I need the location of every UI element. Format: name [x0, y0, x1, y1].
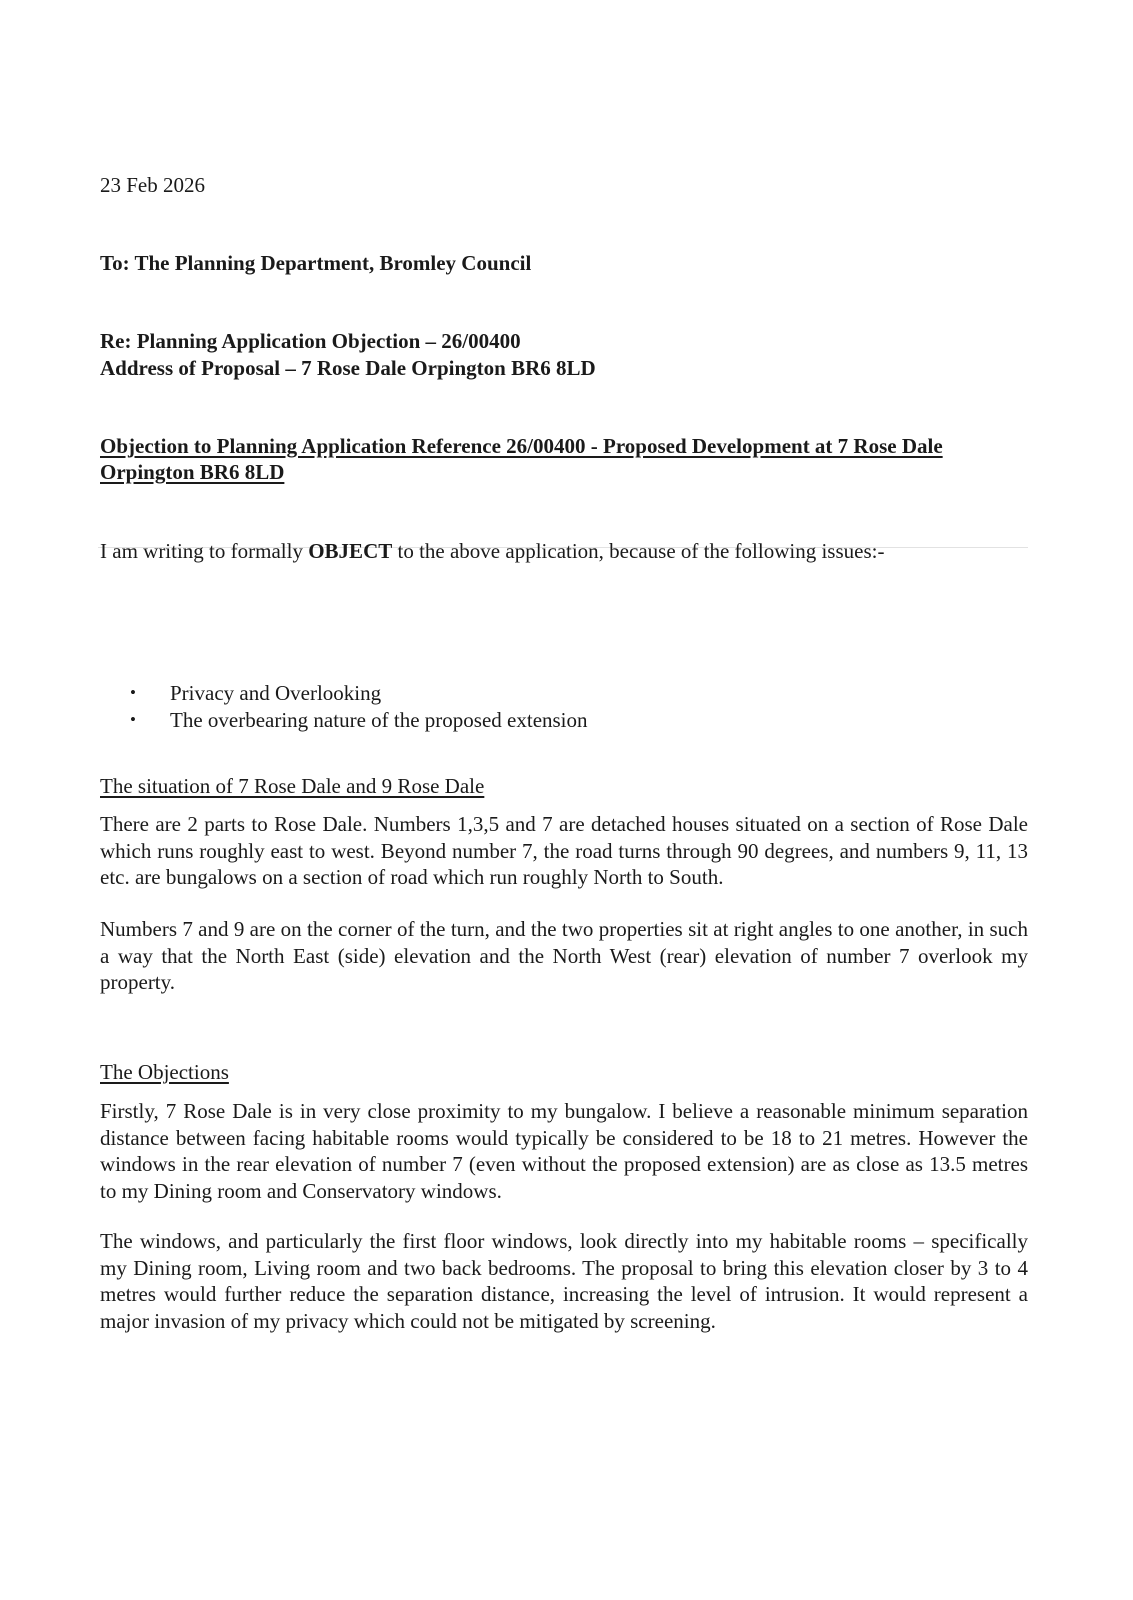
intro-after: to the above application, because of the following issues:- — [392, 539, 885, 563]
issue-text: The overbearing nature of the proposed extension — [170, 707, 588, 732]
intro-emphasis: OBJECT — [308, 539, 393, 563]
letter-date: 23 Feb 2026 — [100, 173, 205, 197]
issues-list — [100, 680, 588, 733]
list-item — [100, 707, 588, 734]
intro-sentence — [100, 538, 884, 564]
situation-heading: The situation of 7 Rose Dale and 9 Rose Dale — [100, 774, 485, 798]
bullet-icon: • — [130, 709, 136, 729]
address-line: Address of Proposal – 7 Rose Dale Orpington BR6 8LD — [100, 356, 596, 380]
intro-before: I am writing to formally — [100, 539, 309, 563]
situation-paragraph-1: There are 2 parts to Rose Dale. Numbers 1,3,5 and 7 are detached houses situated on a section of Rose Dale which runs roughly east to west. Beyond number 7, the road turns through 90 degrees, and numbers 9, 11, 13 etc. are bungalows on a section of road which run roughly North to South. — [100, 812, 1028, 889]
situation-paragraph-2: Numbers 7 and 9 are on the corner of the turn, and the two properties sit at right angles to one another, in such a way that the North East (side) elevation and the North West (rear) elevation of number 7 overlook my property. — [100, 917, 1028, 994]
objections-paragraph-2: The windows, and particularly the first floor windows, look directly into my habitable rooms – specifically my Dining room, Living room and two back bedrooms. The proposal to bring this elevation closer by 3 to 4 metres would further reduce the separation distance, increasing the level of intrusion. It would represent a major invasion of my privacy which could not be mitigated by screening. — [100, 1229, 1028, 1333]
bullet-icon: • — [130, 683, 136, 702]
recipient-line: To: The Planning Department, Bromley Council — [100, 251, 532, 275]
list-item — [100, 680, 588, 707]
objection-heading-line-2: Orpington BR6 8LD — [100, 460, 285, 484]
objections-paragraph-1: Firstly, 7 Rose Dale is in very close proximity to my bungalow. I believe a reasonable minimum separation distance between facing habitable rooms would typically be considered to be 18 to 21 metres. However the windows in the rear elevation of number 7 (even without the proposed extension) are as close as 13.5 metres to my Dining room and Conservatory windows. — [100, 1099, 1028, 1203]
reference-line: Re: Planning Application Objection – 26/00400 — [100, 329, 521, 353]
objections-heading: The Objections — [100, 1060, 229, 1084]
issue-text: Privacy and Overlooking — [170, 681, 382, 705]
objection-heading-line-1: Objection to Planning Application Reference 26/00400 - Proposed Development at 7 Rose Dale — [100, 434, 943, 458]
